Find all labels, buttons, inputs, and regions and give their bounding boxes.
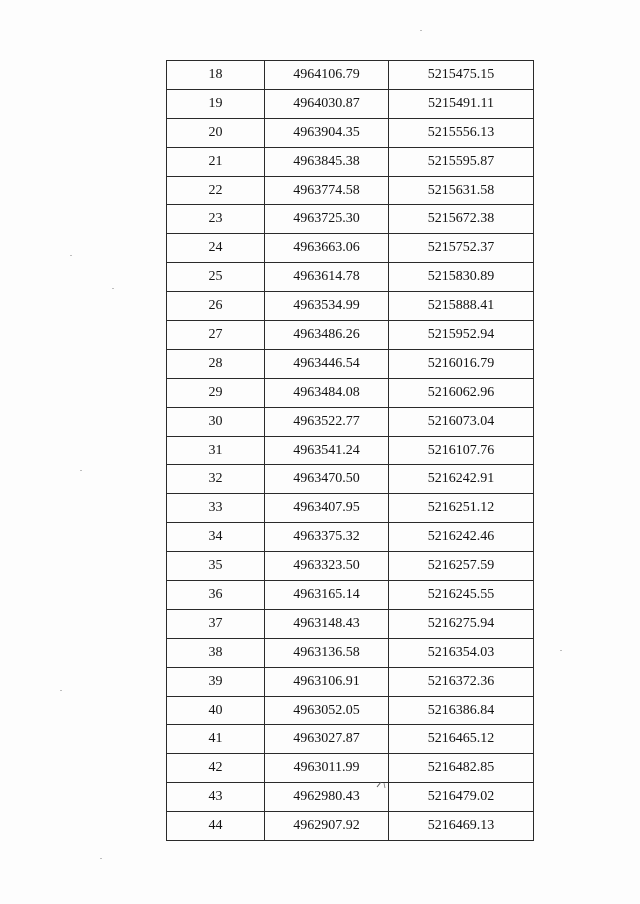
y-coordinate-cell: 5216107.76 [389, 436, 534, 465]
point-number-cell: 43 [167, 783, 265, 812]
x-coordinate-cell: 4963541.24 [265, 436, 389, 465]
table-row [167, 321, 534, 350]
y-coordinate-cell: 5216469.13 [389, 812, 534, 841]
y-coordinate-cell: 5216275.94 [389, 609, 534, 638]
x-coordinate-cell: 4963136.58 [265, 638, 389, 667]
x-coordinate-cell: 4963446.54 [265, 349, 389, 378]
scan-speck [80, 470, 82, 471]
x-coordinate-cell: 4963725.30 [265, 205, 389, 234]
scan-speck [112, 288, 114, 289]
x-coordinate-cell: 4963614.78 [265, 263, 389, 292]
table-row [167, 725, 534, 754]
table-row [167, 407, 534, 436]
y-coordinate-cell: 5215830.89 [389, 263, 534, 292]
coordinate-table-body [167, 61, 534, 841]
x-coordinate-cell: 4963323.50 [265, 552, 389, 581]
y-coordinate-cell: 5216372.36 [389, 667, 534, 696]
y-coordinate-cell: 5215491.11 [389, 89, 534, 118]
point-number-cell: 31 [167, 436, 265, 465]
x-coordinate-cell: 4963470.50 [265, 465, 389, 494]
point-number-cell: 22 [167, 176, 265, 205]
coordinate-table [166, 60, 534, 841]
x-coordinate-cell: 4963534.99 [265, 292, 389, 321]
y-coordinate-cell: 5216073.04 [389, 407, 534, 436]
table-row [167, 812, 534, 841]
point-number-cell: 32 [167, 465, 265, 494]
x-coordinate-cell: 4963407.95 [265, 494, 389, 523]
scan-speck [420, 30, 422, 31]
x-coordinate-cell: 4963375.32 [265, 523, 389, 552]
x-coordinate-cell: 4963484.08 [265, 378, 389, 407]
table-row [167, 667, 534, 696]
table-row [167, 263, 534, 292]
table-row [167, 494, 534, 523]
y-coordinate-cell: 5215672.38 [389, 205, 534, 234]
x-coordinate-cell: 4963663.06 [265, 234, 389, 263]
x-coordinate-cell: 4963165.14 [265, 581, 389, 610]
x-coordinate-cell: 4963904.35 [265, 118, 389, 147]
scan-speck [560, 650, 562, 651]
table-row [167, 783, 534, 812]
x-coordinate-cell: 4962980.43 [265, 783, 389, 812]
scan-speck [60, 690, 62, 691]
table-row [167, 61, 534, 90]
y-coordinate-cell: 5216242.46 [389, 523, 534, 552]
x-coordinate-cell: 4963052.05 [265, 696, 389, 725]
table-row [167, 754, 534, 783]
table-row [167, 89, 534, 118]
table-row [167, 436, 534, 465]
point-number-cell: 30 [167, 407, 265, 436]
table-row [167, 378, 534, 407]
x-coordinate-cell: 4964030.87 [265, 89, 389, 118]
scan-speck [70, 255, 72, 256]
y-coordinate-cell: 5216062.96 [389, 378, 534, 407]
point-number-cell: 38 [167, 638, 265, 667]
table-row [167, 465, 534, 494]
table-row [167, 523, 534, 552]
y-coordinate-cell: 5215595.87 [389, 147, 534, 176]
point-number-cell: 40 [167, 696, 265, 725]
x-coordinate-cell: 4963027.87 [265, 725, 389, 754]
y-coordinate-cell: 5216016.79 [389, 349, 534, 378]
point-number-cell: 21 [167, 147, 265, 176]
y-coordinate-cell: 5216251.12 [389, 494, 534, 523]
point-number-cell: 19 [167, 89, 265, 118]
table-row [167, 147, 534, 176]
table-row [167, 638, 534, 667]
point-number-cell: 35 [167, 552, 265, 581]
point-number-cell: 33 [167, 494, 265, 523]
y-coordinate-cell: 5215888.41 [389, 292, 534, 321]
x-coordinate-cell: 4963774.58 [265, 176, 389, 205]
point-number-cell: 24 [167, 234, 265, 263]
x-coordinate-cell: 4963148.43 [265, 609, 389, 638]
point-number-cell: 25 [167, 263, 265, 292]
table-row [167, 292, 534, 321]
y-coordinate-cell: 5216242.91 [389, 465, 534, 494]
y-coordinate-cell: 5215556.13 [389, 118, 534, 147]
y-coordinate-cell: 5216479.02 [389, 783, 534, 812]
point-number-cell: 29 [167, 378, 265, 407]
scan-speck [100, 858, 102, 859]
table-row [167, 118, 534, 147]
y-coordinate-cell: 5216386.84 [389, 696, 534, 725]
point-number-cell: 41 [167, 725, 265, 754]
point-number-cell: 26 [167, 292, 265, 321]
point-number-cell: 28 [167, 349, 265, 378]
table-row [167, 581, 534, 610]
table-row [167, 349, 534, 378]
table-row [167, 696, 534, 725]
table-row [167, 609, 534, 638]
x-coordinate-cell: 4964106.79 [265, 61, 389, 90]
table-row [167, 176, 534, 205]
table-row [167, 205, 534, 234]
point-number-cell: 44 [167, 812, 265, 841]
y-coordinate-cell: 5215475.15 [389, 61, 534, 90]
point-number-cell: 20 [167, 118, 265, 147]
y-coordinate-cell: 5215631.58 [389, 176, 534, 205]
point-number-cell: 23 [167, 205, 265, 234]
y-coordinate-cell: 5215952.94 [389, 321, 534, 350]
point-number-cell: 39 [167, 667, 265, 696]
table-row [167, 552, 534, 581]
point-number-cell: 37 [167, 609, 265, 638]
y-coordinate-cell: 5216482.85 [389, 754, 534, 783]
y-coordinate-cell: 5216465.12 [389, 725, 534, 754]
x-coordinate-cell: 4962907.92 [265, 812, 389, 841]
x-coordinate-cell: 4963011.99 [265, 754, 389, 783]
pen-mark-icon [375, 780, 387, 790]
y-coordinate-cell: 5216245.55 [389, 581, 534, 610]
x-coordinate-cell: 4963486.26 [265, 321, 389, 350]
x-coordinate-cell: 4963845.38 [265, 147, 389, 176]
y-coordinate-cell: 5216257.59 [389, 552, 534, 581]
point-number-cell: 34 [167, 523, 265, 552]
y-coordinate-cell: 5216354.03 [389, 638, 534, 667]
point-number-cell: 27 [167, 321, 265, 350]
point-number-cell: 36 [167, 581, 265, 610]
point-number-cell: 42 [167, 754, 265, 783]
x-coordinate-cell: 4963106.91 [265, 667, 389, 696]
y-coordinate-cell: 5215752.37 [389, 234, 534, 263]
table-row [167, 234, 534, 263]
x-coordinate-cell: 4963522.77 [265, 407, 389, 436]
point-number-cell: 18 [167, 61, 265, 90]
